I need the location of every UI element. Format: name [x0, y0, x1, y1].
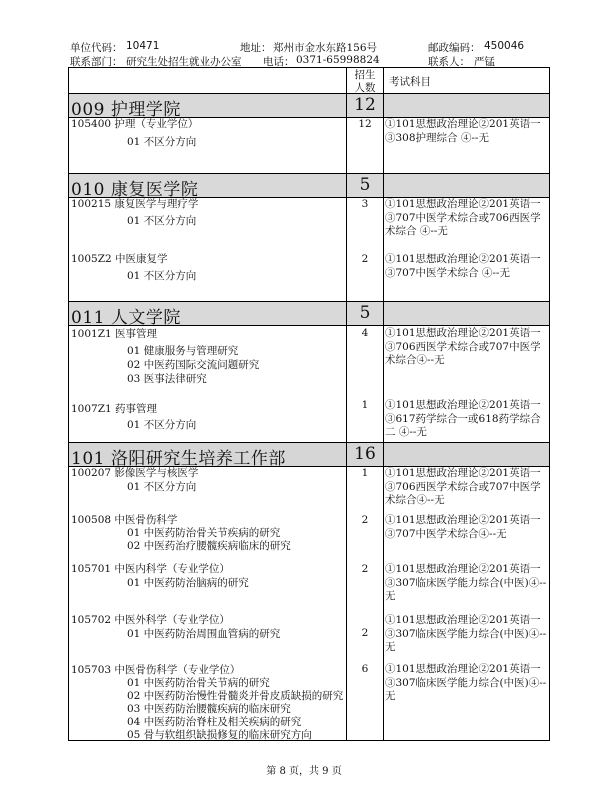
- program-exam: ①101思想政治理论②201英语一③617药学综合一或618药学综合二 ④--无: [385, 399, 541, 438]
- phone: 0371-65998824: [296, 54, 380, 66]
- column-divider-right: [383, 68, 384, 740]
- program-direction: 01 不区分方向: [127, 136, 197, 148]
- contact-label: 联系人：: [428, 56, 470, 68]
- program-code-name: 105400 护理（专业学位）: [71, 118, 199, 130]
- program-direction: 01 健康服务与管理研究: [127, 345, 239, 357]
- program-code-name: 1007Z1 药事管理: [71, 403, 158, 415]
- program-exam: ①101思想政治理论②201英语一③706西医学术综合或707中医学术综合④--无: [385, 327, 541, 366]
- row-line: [69, 173, 549, 174]
- admissions-table: [68, 67, 550, 741]
- program-exam: ①101思想政治理论②201英语一③707中医学术综合或706西医学术综合 ④--无: [385, 198, 541, 237]
- program-code-name: 100207 影像医学与核医学: [71, 467, 199, 479]
- program-exam: ①101思想政治理论②201英语一③307临床医学能力综合(中医)④--无: [385, 614, 547, 653]
- program-count: 2: [361, 563, 369, 575]
- program-count: 12: [358, 118, 372, 130]
- dept: 研究生处招生就业办公室: [126, 56, 242, 68]
- program-count: 4: [361, 327, 369, 339]
- program-exam: ①101思想政治理论②201英语一③308护理综合 ④--无: [385, 118, 541, 144]
- address-label: 地址：: [240, 42, 272, 54]
- program-exam: ①101思想政治理论②201英语一③706西医学术综合或707中医学术综合④--无: [385, 467, 541, 506]
- program-code-name: 1005Z2 中医康复学: [71, 253, 168, 265]
- page-footer: 第 8 页，共 9 页: [266, 766, 342, 777]
- program-code-name: 105703 中医骨伤科学（专业学位）: [71, 664, 241, 676]
- contact: 严锰: [474, 56, 495, 68]
- program-count: 6: [361, 663, 369, 675]
- program-count: 1: [361, 467, 369, 479]
- program-code-name: 105701 中医内科学（专业学位）: [71, 563, 230, 575]
- program-direction: 02 中医药国际交流问题研究: [127, 359, 260, 371]
- program-direction: 03 中医药防治腰髋疾病的临床研究: [127, 703, 291, 715]
- program-exam: ①101思想政治理论②201英语一③307临床医学能力综合(中医)④--无: [385, 563, 547, 602]
- unit-code: 10471: [126, 40, 160, 52]
- count-column-header: [347, 69, 383, 94]
- section-count: 5: [359, 303, 371, 323]
- program-direction: 02 中医药防治慢性骨髓炎并骨皮质缺损的研究: [127, 690, 344, 702]
- section-title: 011 人文学院: [71, 308, 181, 328]
- program-direction: 05 骨与软组织缺损修复的临床研究方向: [127, 729, 312, 741]
- program-direction: 01 不区分方向: [127, 270, 197, 282]
- program-direction: 01 不区分方向: [127, 215, 197, 227]
- program-direction: 01 中医药防治周围血管病的研究: [127, 628, 281, 640]
- program-exam: ①101思想政治理论②201英语一③707中医学术综合④--无: [385, 514, 541, 540]
- program-direction: 01 不区分方向: [127, 481, 197, 493]
- count-header-line-2: 人数: [354, 81, 376, 94]
- postcode: 450046: [484, 40, 525, 52]
- program-code-name: 100508 中医骨伤科学: [71, 514, 178, 526]
- section-title: 101 洛阳研究生培养工作部: [71, 449, 286, 469]
- program-direction: 04 中医药防治脊柱及相关疾病的研究: [127, 716, 302, 728]
- row-line: [69, 442, 549, 443]
- exam-column-header: 考试科目: [389, 76, 431, 88]
- section-title: 009 护理学院: [71, 100, 181, 120]
- program-exam: ①101思想政治理论②201英语一③707中医学术综合 ④--无: [385, 253, 541, 279]
- dept-label: 联系部门：: [70, 56, 123, 68]
- section-count: 5: [359, 175, 371, 195]
- row-line: [69, 301, 549, 302]
- address: 郑州市金水东路156号: [273, 42, 378, 54]
- program-count: 1: [361, 399, 369, 411]
- program-direction: 02 中医药治疗腰髋疾病临床的研究: [127, 540, 291, 552]
- section-count: 16: [354, 444, 376, 464]
- program-count: 2: [361, 253, 369, 265]
- program-count: 2: [361, 514, 369, 526]
- section-count: 12: [354, 95, 376, 115]
- program-exam: ①101思想政治理论②201英语一③307临床医学能力综合(中医)④--无: [385, 663, 547, 702]
- header-row-line: [69, 93, 549, 94]
- program-direction: 03 医事法律研究: [127, 373, 207, 385]
- program-direction: 01 中医药防治骨关节病的研究: [127, 677, 270, 689]
- phone-label: 电话：: [263, 56, 295, 68]
- program-code-name: 105702 中医外科学（专业学位）: [71, 614, 230, 626]
- program-direction: 01 中医药防治骨关节疾病的研究: [127, 527, 281, 539]
- program-direction: 01 不区分方向: [127, 419, 197, 431]
- unit-code-label: 单位代码：: [70, 42, 123, 54]
- program-count: 2: [361, 627, 369, 639]
- postcode-label: 邮政编码：: [428, 42, 481, 54]
- count-header-line-1: 招生: [354, 69, 376, 81]
- section-title: 010 康复医学院: [71, 180, 199, 200]
- program-code-name: 100215 康复医学与理疗学: [71, 198, 199, 210]
- program-count: 3: [361, 198, 369, 210]
- program-code-name: 1001Z1 医事管理: [71, 328, 158, 340]
- program-direction: 01 中医药防治脑病的研究: [127, 577, 249, 589]
